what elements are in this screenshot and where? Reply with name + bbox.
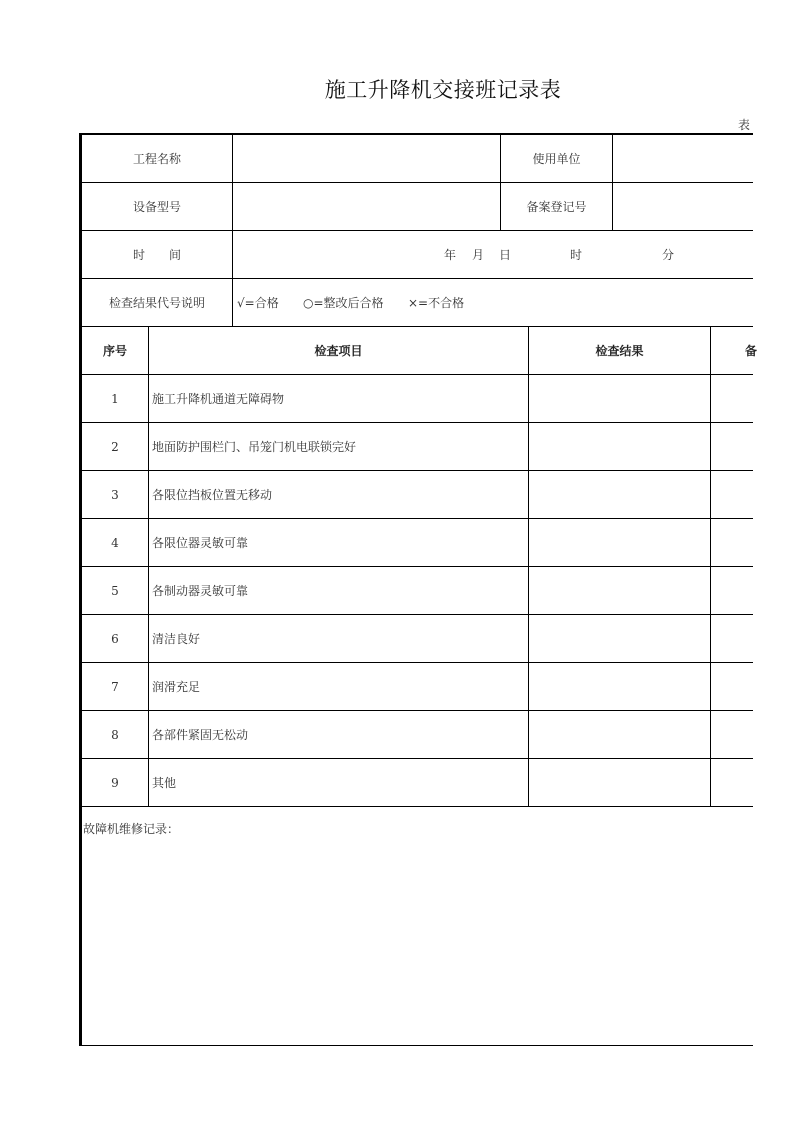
row-result-field[interactable]: [529, 567, 710, 614]
repair-record-label: 故障机维修记录：: [83, 821, 180, 836]
row-remark-field[interactable]: [711, 711, 753, 758]
user-unit-field[interactable]: [613, 135, 753, 182]
row-item: 各部件紧固无松动: [152, 728, 249, 742]
legend-fixed: ○=整改后合格: [303, 296, 384, 310]
row-no: 2: [111, 439, 119, 454]
legend-pass: √=合格: [237, 296, 279, 310]
user-unit-label: 使用单位: [532, 152, 581, 166]
row-item: 各制动器灵敏可靠: [152, 584, 249, 598]
time-minute-label: 分: [662, 248, 675, 262]
row-result-field[interactable]: [529, 519, 710, 566]
row-result-field[interactable]: [529, 711, 710, 758]
equipment-model-label: 设备型号: [132, 200, 181, 214]
time-year-label: 年: [444, 248, 457, 262]
row-result-field[interactable]: [529, 471, 710, 518]
row-item: 各限位器灵敏可靠: [152, 536, 249, 550]
row-no: 6: [111, 631, 119, 646]
header-no: 序号: [102, 344, 127, 358]
legend-label: 检查结果代号说明: [108, 296, 205, 310]
row-result-field[interactable]: [529, 615, 710, 662]
row-remark-field[interactable]: [711, 519, 753, 566]
row-remark-field[interactable]: [711, 615, 753, 662]
header-item: 检查项目: [314, 344, 363, 358]
time-day-label: 日: [499, 248, 512, 262]
row-item: 地面防护围栏门、吊笼门机电联锁完好: [152, 440, 357, 454]
row-remark-field[interactable]: [711, 423, 753, 470]
row-item: 施工升降机通道无障碍物: [152, 392, 285, 406]
project-name-label: 工程名称: [132, 152, 181, 166]
row-remark-field[interactable]: [711, 375, 753, 422]
row-result-field[interactable]: [529, 375, 710, 422]
registration-no-label: 备案登记号: [526, 200, 587, 214]
time-hour-label: 时: [570, 248, 583, 262]
registration-no-field[interactable]: [613, 183, 753, 230]
row-item: 其他: [152, 776, 177, 790]
row-no: 5: [111, 583, 119, 598]
header-result: 检查结果: [595, 344, 644, 358]
header-remark: 备: [745, 344, 758, 358]
row-remark-field[interactable]: [711, 663, 753, 710]
row-no: 8: [111, 727, 119, 742]
project-name-field[interactable]: [233, 135, 500, 182]
time-label: 时 间: [132, 248, 181, 262]
equipment-model-field[interactable]: [233, 183, 500, 230]
row-result-field[interactable]: [529, 663, 710, 710]
repair-record-field[interactable]: [83, 840, 751, 1044]
row-remark-field[interactable]: [711, 567, 753, 614]
time-month-label: 月: [472, 248, 485, 262]
row-no: 7: [111, 679, 119, 694]
row-no: 3: [111, 487, 119, 502]
row-item: 润滑充足: [152, 680, 201, 694]
row-no: 4: [111, 535, 119, 550]
row-result-field[interactable]: [529, 423, 710, 470]
row-no: 9: [111, 775, 119, 790]
row-no: 1: [111, 391, 119, 406]
form-number-label: 表: [738, 118, 751, 132]
row-item: 各限位挡板位置无移动: [152, 488, 273, 502]
page-title: 施工升降机交接班记录表: [324, 78, 562, 102]
row-remark-field[interactable]: [711, 471, 753, 518]
legend-fail: ×=不合格: [408, 296, 465, 310]
divider: [81, 806, 753, 807]
row-remark-field[interactable]: [711, 759, 753, 806]
row-result-field[interactable]: [529, 759, 710, 806]
row-item: 清洁良好: [152, 632, 201, 646]
